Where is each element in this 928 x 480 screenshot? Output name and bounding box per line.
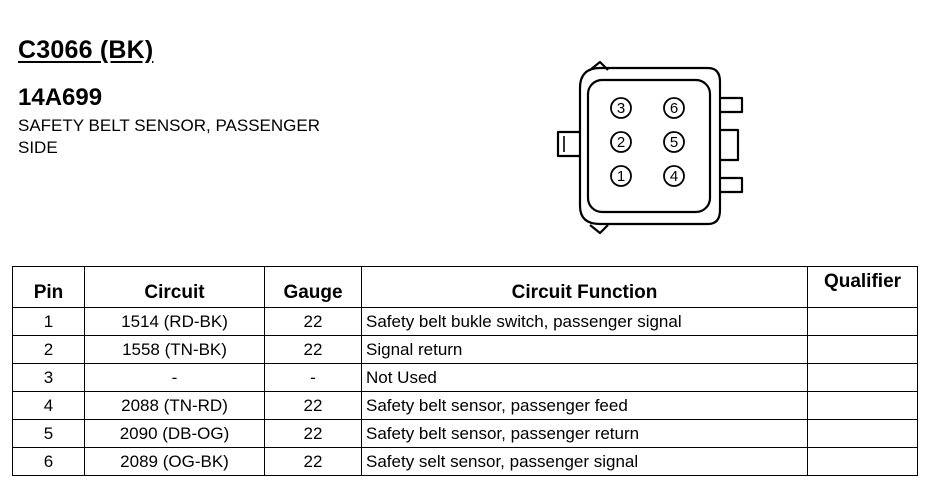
cell-qualifier [808,364,918,392]
cell-function: Safety belt bukle switch, passenger signal [362,308,808,336]
column-header-gauge: Gauge [265,267,362,308]
pin-cavity-label: 5 [669,134,679,151]
cell-gauge: 22 [265,336,362,364]
connector-face-diagram [548,60,748,235]
cell-gauge: 22 [265,308,362,336]
table-row [13,392,918,420]
table-row [13,308,918,336]
pin-cavity-6 [664,98,684,118]
table-header-row [13,267,918,308]
cell-pin: 6 [13,448,85,476]
column-header-pin: Pin [13,267,85,308]
cell-function: Safety belt sensor, passenger feed [362,392,808,420]
connector-housing-inner [588,80,710,212]
pin-cavity-label: 4 [669,168,679,185]
cell-function: Safety selt sensor, passenger signal [362,448,808,476]
cell-circuit: - [85,364,265,392]
pin-cavity-label: 2 [616,134,626,151]
pin-cavity-2 [611,132,631,152]
table-row [13,420,918,448]
cell-circuit: 2088 (TN-RD) [85,392,265,420]
description-line-1: SAFETY BELT SENSOR, PASSENGER [18,116,320,135]
cell-pin: 3 [13,364,85,392]
connector-key-left [558,132,580,156]
cell-pin: 2 [13,336,85,364]
pin-cavity-5 [664,132,684,152]
cell-gauge: 22 [265,420,362,448]
cell-circuit: 2090 (DB-OG) [85,420,265,448]
cell-pin: 5 [13,420,85,448]
cell-qualifier [808,420,918,448]
pin-cavity-label: 3 [616,100,626,117]
cell-gauge: 22 [265,392,362,420]
cell-gauge: - [265,364,362,392]
cell-qualifier [808,392,918,420]
table-row [13,336,918,364]
connector-rib-middle [720,130,738,160]
cell-function: Safety belt sensor, passenger return [362,420,808,448]
column-header-qualifier: Qualifier [808,267,918,308]
table-row [13,448,918,476]
pinout-table [12,266,918,476]
cell-qualifier [808,308,918,336]
table-row [13,364,918,392]
pin-cavity-4 [664,166,684,186]
pin-cavity-label: 1 [616,168,626,185]
connector-housing-outer [580,68,720,224]
component-description [18,115,398,159]
cell-circuit: 2089 (OG-BK) [85,448,265,476]
connector-latch-bottom [590,225,608,233]
description-line-2: SIDE [18,138,58,157]
column-header-function: Circuit Function [362,267,808,308]
cell-qualifier [808,336,918,364]
cell-qualifier [808,448,918,476]
pin-cavity-1 [611,166,631,186]
cell-gauge: 22 [265,448,362,476]
column-header-circuit: Circuit [85,267,265,308]
cell-circuit: 1558 (TN-BK) [85,336,265,364]
connector-id: C3066 (BK) [18,36,154,64]
connector-rib-lower [720,178,742,192]
cell-circuit: 1514 (RD-BK) [85,308,265,336]
cell-pin: 4 [13,392,85,420]
pin-cavity-3 [611,98,631,118]
pin-cavity-label: 6 [669,100,679,117]
connector-rib-upper [720,98,742,112]
cell-pin: 1 [13,308,85,336]
cell-function: Signal return [362,336,808,364]
cell-function: Not Used [362,364,808,392]
part-number: 14A699 [18,84,103,111]
